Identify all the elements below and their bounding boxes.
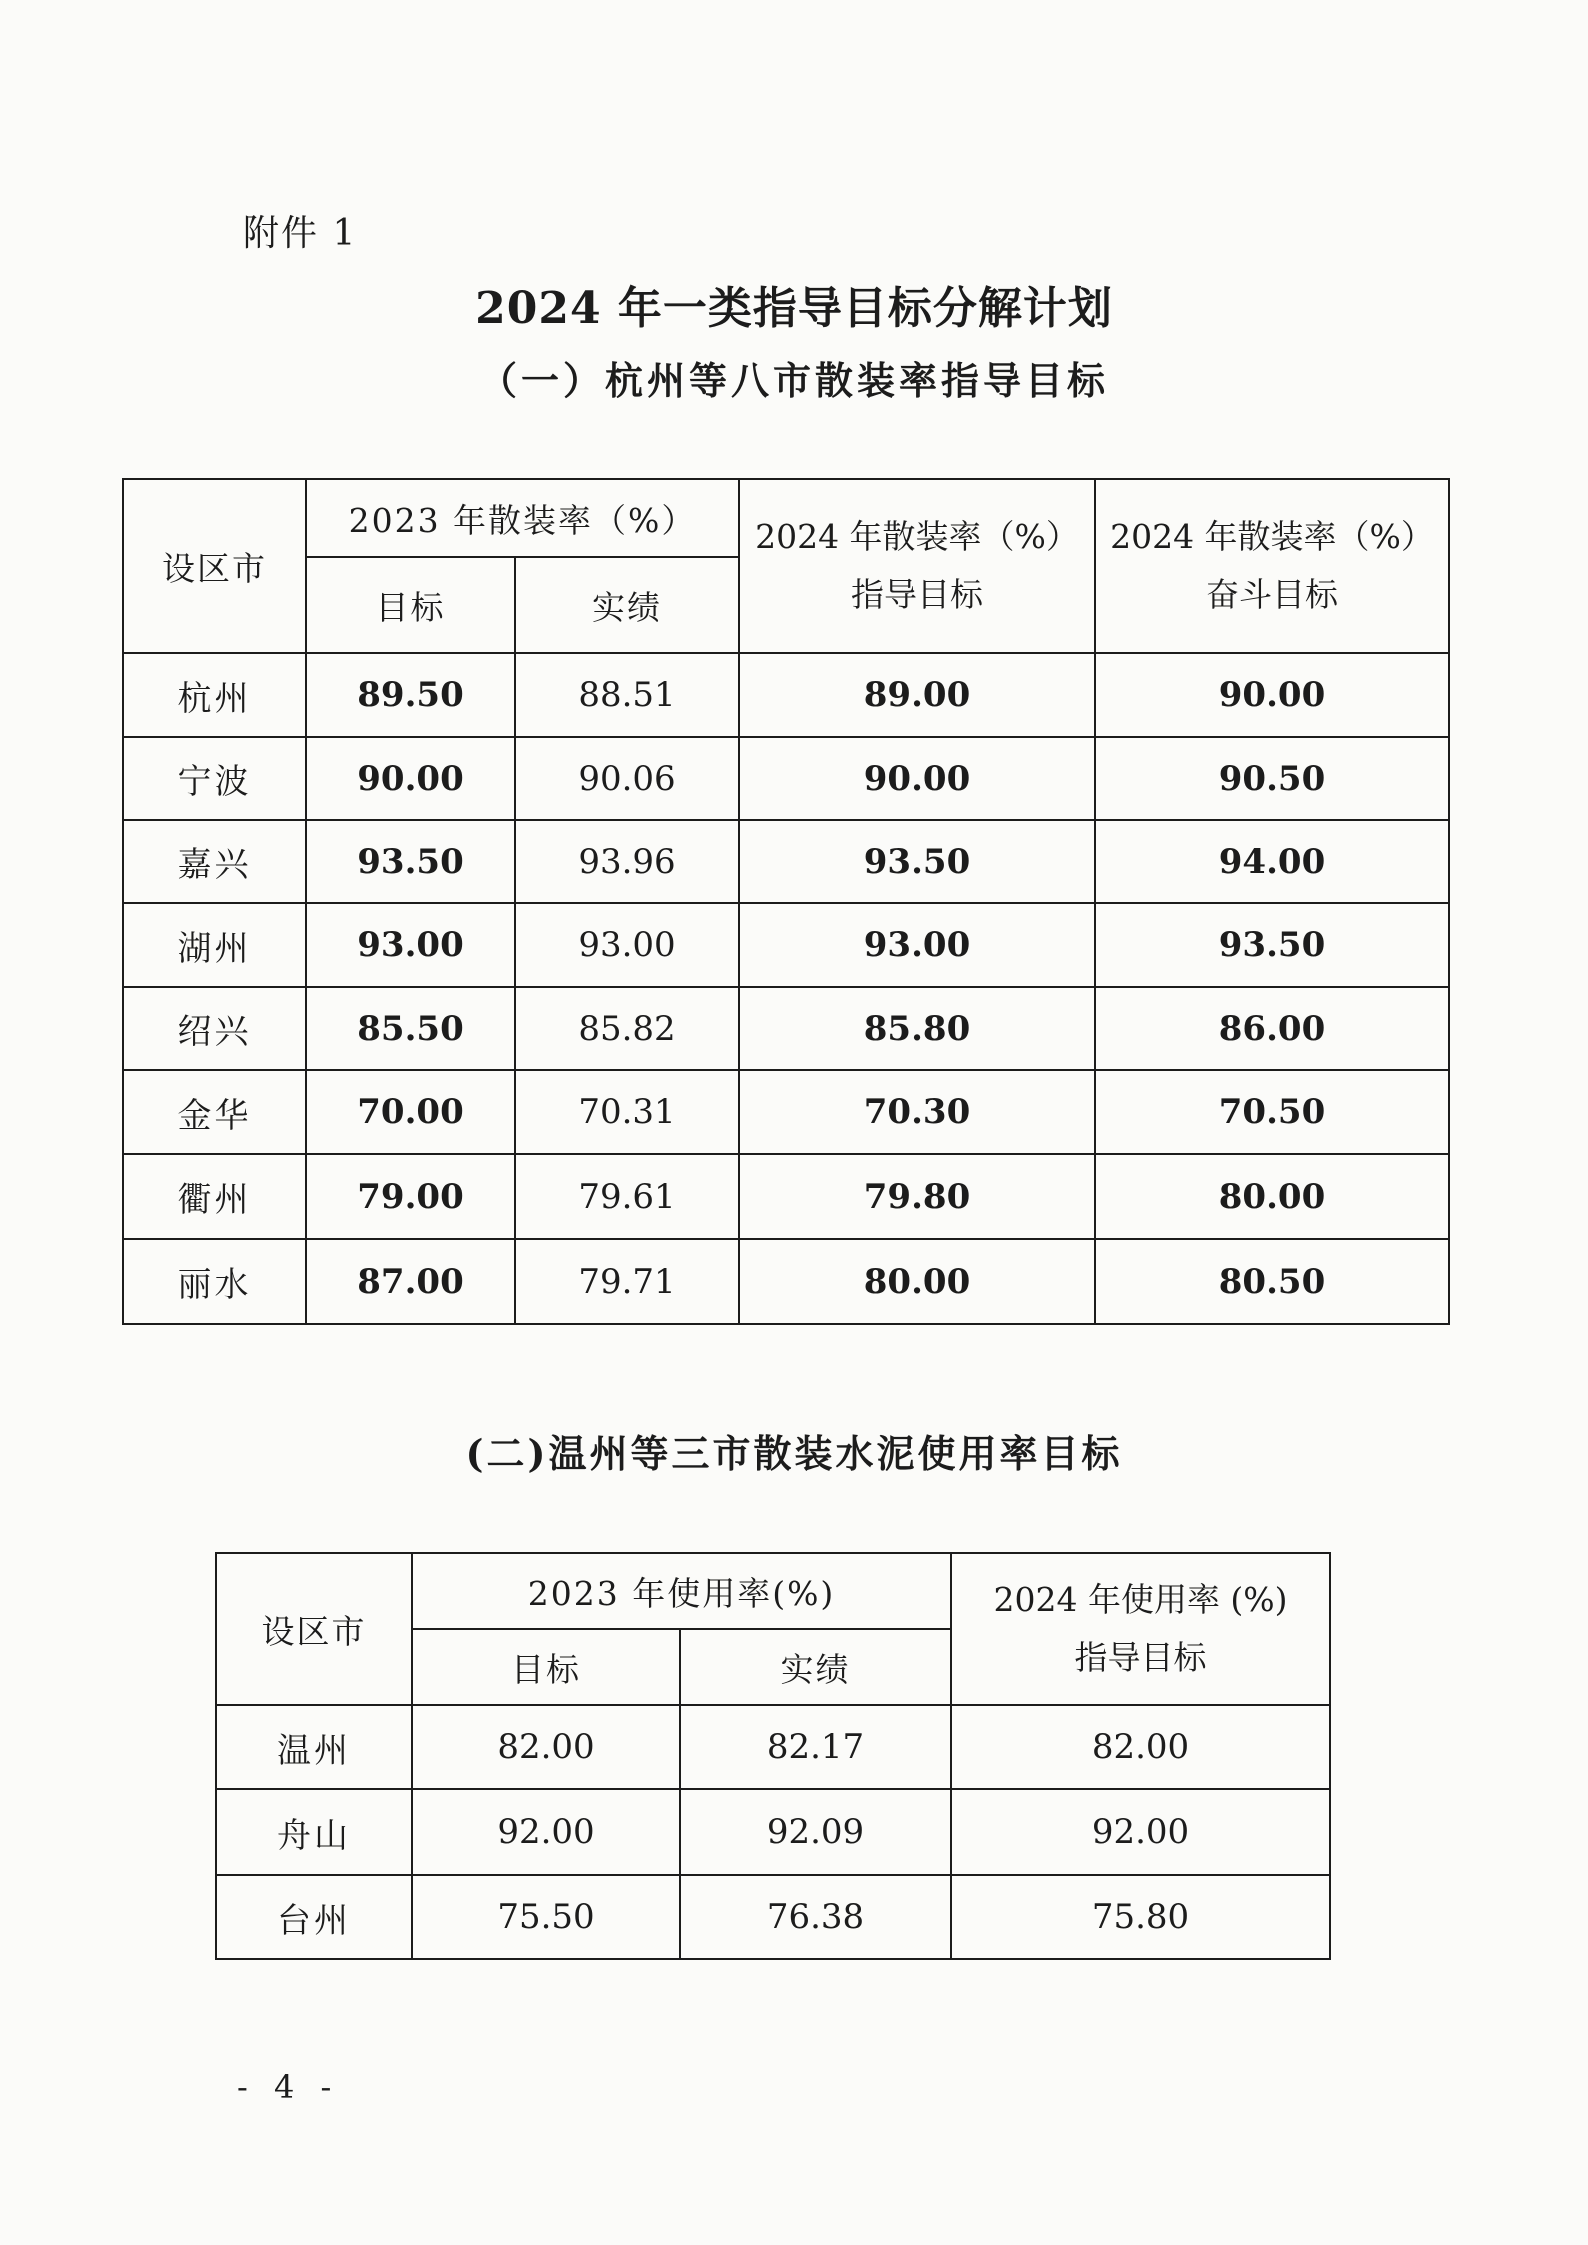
cell-guide: 79.80 [739, 1154, 1095, 1239]
cell-target: 82.00 [412, 1705, 680, 1789]
cell-target: 93.50 [306, 820, 515, 903]
cell-actual: 93.00 [515, 903, 739, 987]
cell-actual: 79.61 [515, 1154, 739, 1239]
cell-guide: 93.00 [739, 903, 1095, 987]
cell-guide: 90.00 [739, 737, 1095, 820]
cell-city: 金华 [123, 1070, 306, 1154]
cell-actual: 76.38 [680, 1875, 951, 1959]
cell-guide: 82.00 [951, 1705, 1330, 1789]
header-2024-guide-line2: 指导目标 [851, 575, 983, 614]
table-row [123, 737, 1449, 820]
header-target: 目标 [306, 557, 515, 653]
cell-strive: 90.00 [1095, 653, 1449, 737]
cell-strive: 70.50 [1095, 1070, 1449, 1154]
cell-target: 93.00 [306, 903, 515, 987]
cell-strive: 94.00 [1095, 820, 1449, 903]
cell-target: 85.50 [306, 987, 515, 1070]
table-row [216, 1705, 1330, 1789]
cell-guide: 80.00 [739, 1239, 1095, 1324]
header-city: 设区市 [123, 479, 306, 653]
header-2024-strive-line2: 奋斗目标 [1206, 575, 1338, 614]
cell-city: 绍兴 [123, 987, 306, 1070]
header-2024-guide-line1: 2024 年使用率 (%) [993, 1580, 1288, 1619]
section1-heading: （一）杭州等八市散装率指导目标 [478, 358, 1109, 403]
cell-city: 台州 [216, 1875, 412, 1959]
cell-strive: 80.50 [1095, 1239, 1449, 1324]
table-header-row [123, 479, 1449, 557]
cell-actual: 85.82 [515, 987, 739, 1070]
cell-strive: 86.00 [1095, 987, 1449, 1070]
cell-guide: 70.30 [739, 1070, 1095, 1154]
cell-strive: 93.50 [1095, 903, 1449, 987]
cell-actual: 88.51 [515, 653, 739, 737]
cell-actual: 82.17 [680, 1705, 951, 1789]
cell-city: 丽水 [123, 1239, 306, 1324]
cell-actual: 93.96 [515, 820, 739, 903]
cell-guide: 93.50 [739, 820, 1095, 903]
header-actual: 实绩 [515, 557, 739, 653]
cell-guide: 92.00 [951, 1789, 1330, 1875]
header-target: 目标 [412, 1629, 680, 1705]
cell-target: 87.00 [306, 1239, 515, 1324]
page-number: - 4 - [237, 2068, 340, 2106]
cell-actual: 92.09 [680, 1789, 951, 1875]
cement-usage-table [215, 1552, 1331, 1960]
cell-city: 舟山 [216, 1789, 412, 1875]
table-row [123, 653, 1449, 737]
cell-city: 温州 [216, 1705, 412, 1789]
cell-target: 70.00 [306, 1070, 515, 1154]
attachment-label: 附件 1 [243, 213, 358, 254]
cell-target: 89.50 [306, 653, 515, 737]
header-actual: 实绩 [680, 1629, 951, 1705]
bulk-rate-table [122, 478, 1450, 1325]
cell-city: 湖州 [123, 903, 306, 987]
table-row [123, 987, 1449, 1070]
header-2023-usage: 2023 年使用率(%) [412, 1553, 951, 1629]
cell-target: 92.00 [412, 1789, 680, 1875]
cell-city: 衢州 [123, 1154, 306, 1239]
header-2023-rate: 2023 年散装率（%） [306, 479, 739, 557]
table-row [123, 903, 1449, 987]
cell-target: 75.50 [412, 1875, 680, 1959]
cell-actual: 70.31 [515, 1070, 739, 1154]
table-row [123, 1239, 1449, 1324]
header-city: 设区市 [216, 1553, 412, 1705]
table-row [123, 820, 1449, 903]
cell-guide: 75.80 [951, 1875, 1330, 1959]
cell-guide: 89.00 [739, 653, 1095, 737]
cell-target: 90.00 [306, 737, 515, 820]
section2-heading: (二)温州等三市散装水泥使用率目标 [465, 1431, 1123, 1476]
cell-city: 宁波 [123, 737, 306, 820]
cell-city: 杭州 [123, 653, 306, 737]
header-2024-guide-line1: 2024 年散装率（%） [755, 517, 1079, 556]
table-row [216, 1789, 1330, 1875]
header-2024-strive-line1: 2024 年散装率（%） [1110, 517, 1434, 556]
document-title: 2024 年一类指导目标分解计划 [475, 283, 1113, 334]
header-2024-strive [1095, 479, 1449, 653]
header-2024-guide [951, 1553, 1330, 1705]
header-2024-guide [739, 479, 1095, 653]
cell-actual: 90.06 [515, 737, 739, 820]
cell-strive: 90.50 [1095, 737, 1449, 820]
cell-strive: 80.00 [1095, 1154, 1449, 1239]
cell-target: 79.00 [306, 1154, 515, 1239]
table-row [216, 1875, 1330, 1959]
cell-actual: 79.71 [515, 1239, 739, 1324]
cell-guide: 85.80 [739, 987, 1095, 1070]
table-row [123, 1070, 1449, 1154]
table-header-row [216, 1553, 1330, 1629]
cell-city: 嘉兴 [123, 820, 306, 903]
header-2024-guide-line2: 指导目标 [1074, 1638, 1207, 1677]
table-row [123, 1154, 1449, 1239]
